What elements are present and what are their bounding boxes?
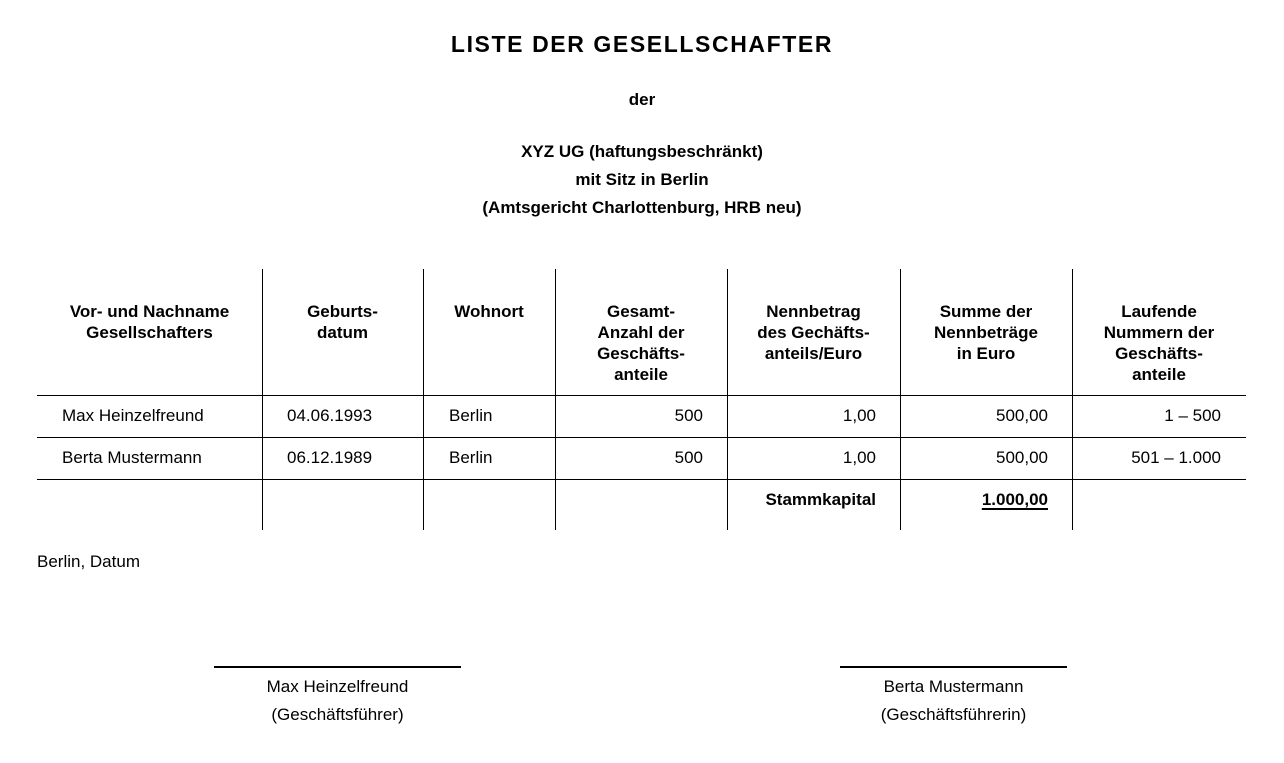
header-total-shares	[555, 301, 727, 385]
header-line: anteile	[614, 365, 668, 384]
company-name: XYZ UG (haftungsbeschränkt)	[521, 142, 763, 161]
cell-share-numbers: 1 – 500	[1164, 406, 1221, 425]
signature-role: (Geschäftsführerin)	[880, 705, 1027, 724]
header-sum-nominal	[900, 301, 1072, 364]
header-name	[37, 301, 262, 343]
cell-share-numbers: 501 – 1.000	[1131, 448, 1221, 467]
header-share-numbers	[1072, 301, 1246, 385]
document-subtitle: der	[628, 90, 656, 109]
cell-birth-date: 04.06.1993	[287, 406, 373, 425]
signature-block-1	[214, 673, 461, 729]
header-line: Vor- und Nachname	[69, 302, 230, 321]
cell-name: Berta Mustermann	[62, 448, 202, 467]
header-line: Wohnort	[454, 302, 524, 321]
header-nominal-value	[727, 301, 900, 364]
signature-block-2	[840, 673, 1067, 729]
signature-name: Max Heinzelfreund	[266, 677, 409, 696]
row-divider	[37, 437, 1246, 438]
cell-nominal-value: 1,00	[842, 448, 876, 467]
cell-total-shares: 500	[674, 406, 703, 425]
cell-sum-nominal: 500,00	[996, 448, 1048, 467]
cell-residence: Berlin	[449, 406, 493, 425]
cell-sum-nominal: 500,00	[996, 406, 1048, 425]
cell-residence: Berlin	[449, 448, 493, 467]
company-court: (Amtsgericht Charlottenburg, HRB neu)	[482, 198, 802, 217]
header-line: Laufende	[1121, 302, 1197, 321]
header-line: Nummern der	[1103, 323, 1215, 342]
cell-name: Max Heinzelfreund	[62, 406, 204, 425]
place-date: Berlin, Datum	[37, 552, 140, 571]
header-line: Nennbetrag	[766, 302, 861, 321]
company-seat: mit Sitz in Berlin	[575, 170, 709, 189]
header-line: anteile	[1132, 365, 1186, 384]
total-value	[900, 490, 1048, 510]
header-line: Geschäfts-	[597, 344, 685, 363]
header-line: in Euro	[956, 344, 1016, 363]
header-line: anteils/Euro	[764, 344, 863, 363]
header-line: des Gechäfts-	[757, 323, 870, 342]
header-line: Summe der	[939, 302, 1033, 321]
total-value-text: 1.000,00	[981, 490, 1048, 509]
cell-birth-date: 06.12.1989	[287, 448, 373, 467]
row-divider	[37, 479, 1246, 480]
header-line: Geburts-	[307, 302, 378, 321]
header-birth-date	[262, 301, 423, 343]
header-residence	[423, 301, 555, 322]
total-label: Stammkapital	[765, 490, 876, 509]
header-line: Gesellschafters	[86, 323, 213, 342]
signature-name: Berta Mustermann	[883, 677, 1024, 696]
row-divider	[37, 395, 1246, 396]
header-line: Nennbeträge	[934, 323, 1038, 342]
header-line: Geschäfts-	[1115, 344, 1203, 363]
document-title: LISTE DER GESELLSCHAFTER	[450, 31, 834, 57]
header-line: Anzahl der	[597, 323, 685, 342]
header-line: Gesamt-	[606, 302, 676, 321]
signature-line	[214, 666, 461, 668]
cell-nominal-value: 1,00	[842, 406, 876, 425]
signature-line	[840, 666, 1067, 668]
cell-total-shares: 500	[674, 448, 703, 467]
header-line: datum	[317, 323, 368, 342]
signature-role: (Geschäftsführer)	[271, 705, 404, 724]
company-block	[0, 138, 1284, 222]
